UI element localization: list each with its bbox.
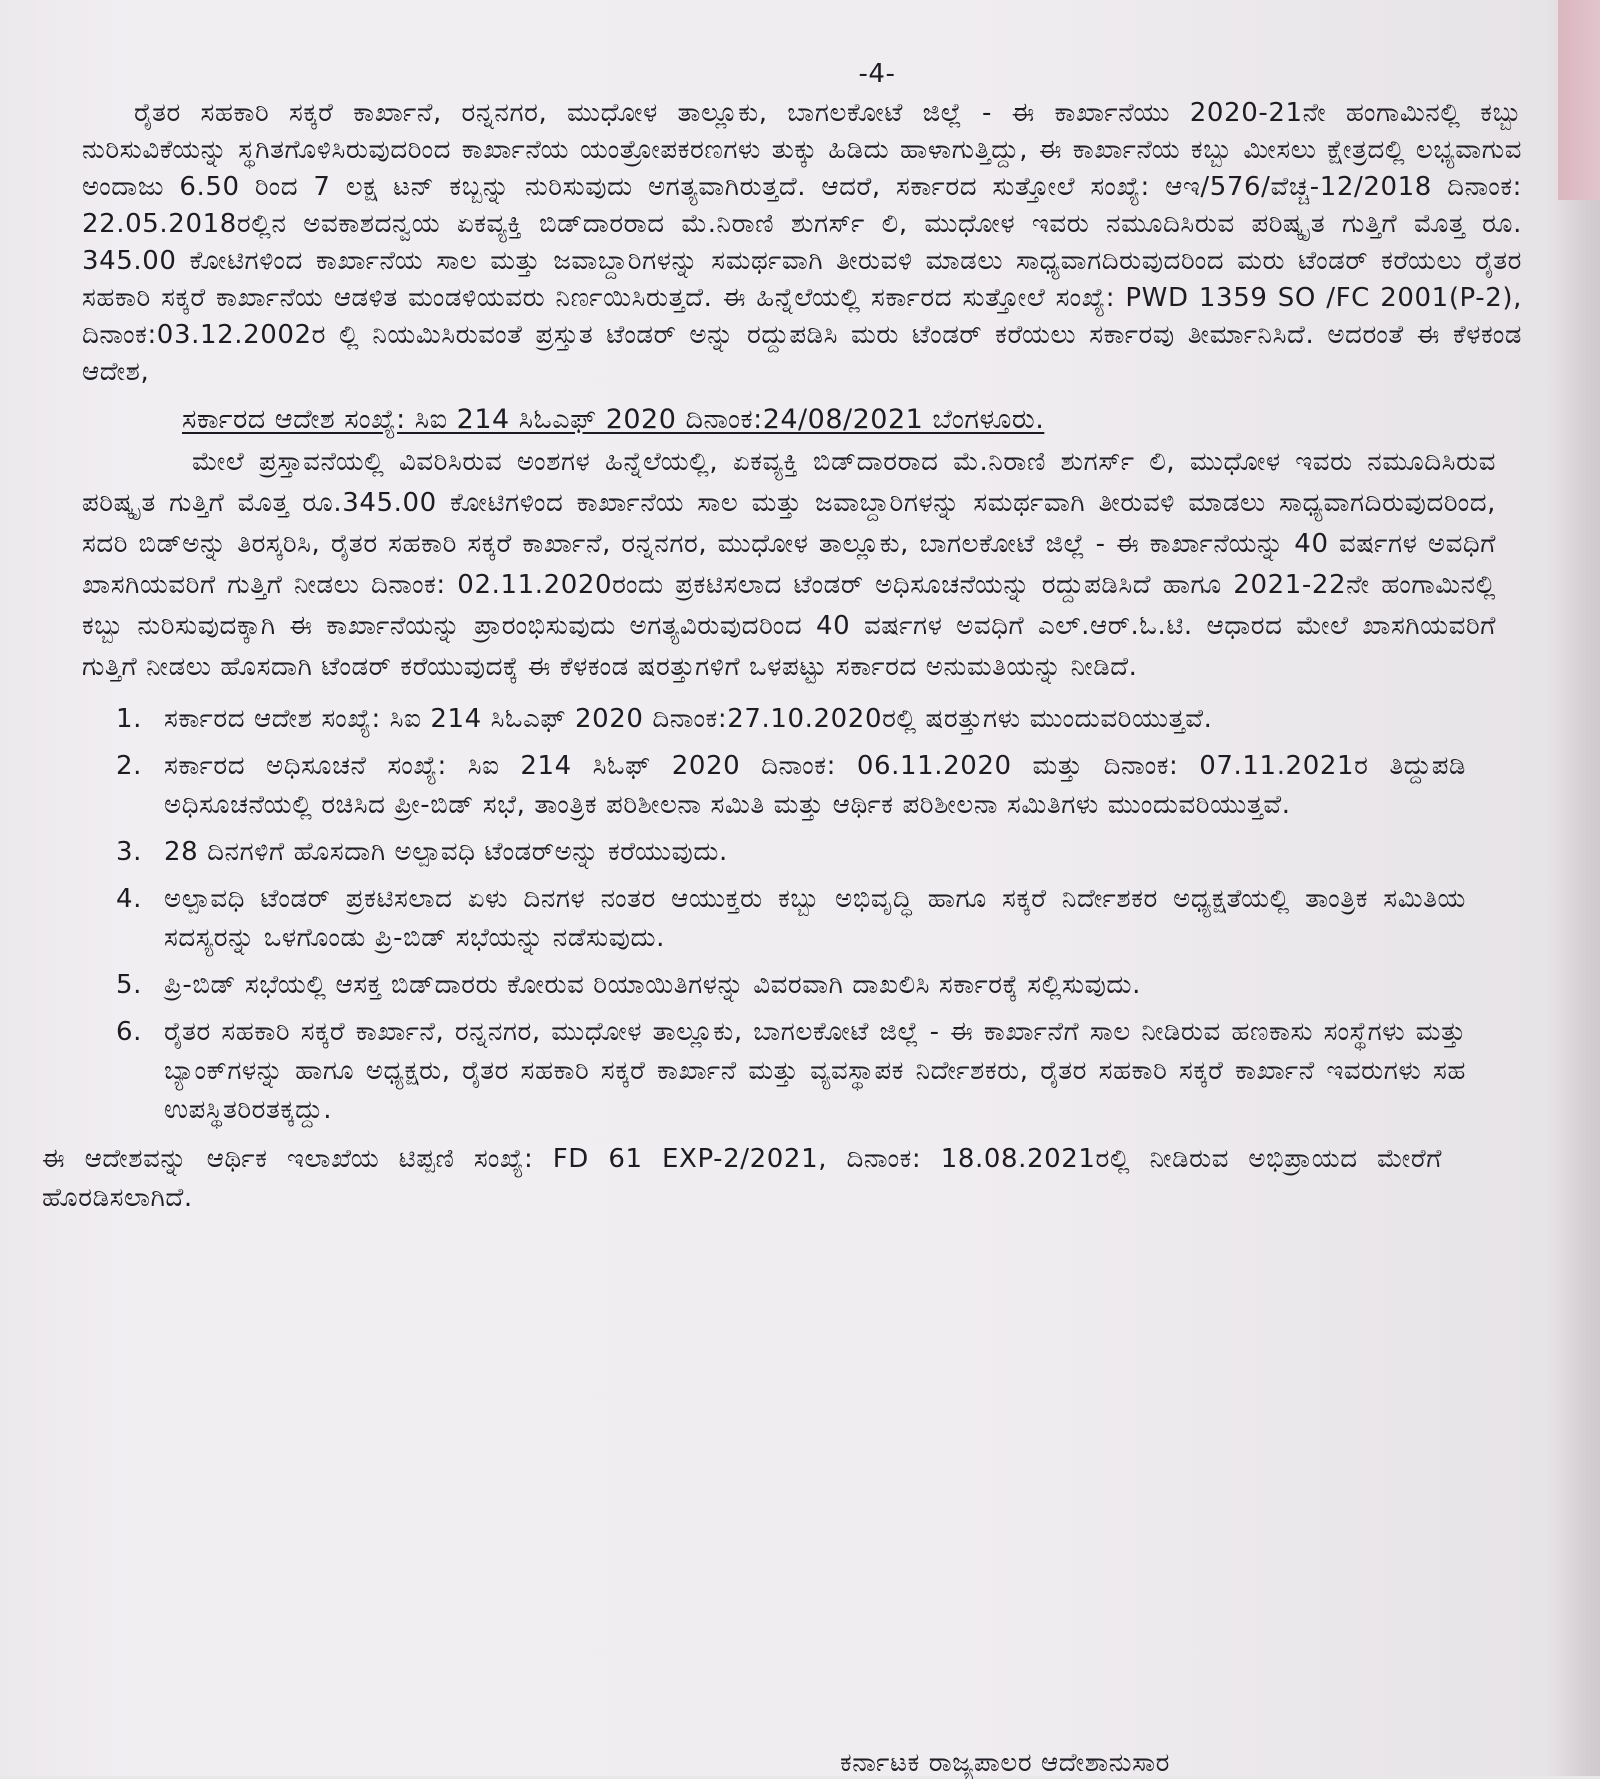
page-edge-shadow <box>1546 0 1600 1776</box>
signature-line: ಕರ್ನಾಟಕ ರಾಜ್ಯಪಾಲರ ಆದೇಶಾನುಸಾರ <box>840 1748 1171 1778</box>
condition-number: 5. <box>115 970 142 1000</box>
document-content <box>42 56 1522 1218</box>
condition-item <box>82 880 1522 958</box>
condition-number: 4. <box>115 884 142 914</box>
condition-text: ಸರ್ಕಾರದ ಆದೇಶ ಸಂಖ್ಯೆ: ಸಿಐ 214 ಸಿಓಎಫ್ 2020 ದಿನಾಂಕ:27.10.2020ರಲ್ಲಿ ಷರತ್ತುಗಳು ಮುಂದುವರಿಯುತ್ತವೆ. <box>164 704 1213 734</box>
condition-text: ಸರ್ಕಾರದ ಅಧಿಸೂಚನೆ ಸಂಖ್ಯೆ: ಸಿಐ 214 ಸಿಓಫ್ 2020 ದಿನಾಂಕ: 06.11.2020 ಮತ್ತು ದಿನಾಂಕ: 07.11.2021ರ ತಿದ್ದುಪಡಿ ಅಧಿಸೂಚನೆಯಲ್ಲಿ ರಚಿಸಿದ ಪ್ರೀ-ಬಿಡ್ ಸಭೆ, ತಾಂತ್ರಿಕ ಪರಿಶೀಲನಾ ಸಮಿತಿ ಮತ್ತು ಆರ್ಥಿಕ ಪರಿಶೀಲನಾ ಸಮಿತಿಗಳು ಮುಂದುವರಿಯುತ್ತವೆ. <box>164 751 1466 820</box>
condition-number: 3. <box>115 837 142 867</box>
condition-text: ಅಲ್ಪಾವಧಿ ಟೆಂಡರ್ ಪ್ರಕಟಿಸಲಾದ ಏಳು ದಿನಗಳ ನಂತರ ಆಯುಕ್ತರು ಕಬ್ಬು ಅಭಿವೃದ್ಧಿ ಹಾಗೂ ಸಕ್ಕರೆ ನಿರ್ದೇಶಕರ ಅಧ್ಯಕ್ಷತೆಯಲ್ಲಿ ತಾಂತ್ರಿಕ ಸಮಿತಿಯ ಸದಸ್ಯರನ್ನು ಒಳಗೊಂಡು ಪ್ರಿ-ಬಿಡ್ ಸಭೆಯನ್ನು ನಡೆಸುವುದು. <box>164 884 1466 953</box>
condition-text: ರೈತರ ಸಹಕಾರಿ ಸಕ್ಕರೆ ಕಾರ್ಖಾನೆ, ರನ್ನನಗರ, ಮುಧೋಳ ತಾಲ್ಲೂಕು, ಬಾಗಲಕೋಟೆ ಜಿಲ್ಲೆ - ಈ ಕಾರ್ಖಾನೆಗೆ ಸಾಲ ನೀಡಿರುವ ಹಣಕಾಸು ಸಂಸ್ಥೆಗಳು ಮತ್ತು ಬ್ಯಾಂಕ್‌ಗಳನ್ನು ಹಾಗೂ ಅಧ್ಯಕ್ಷರು, ರೈತರ ಸಹಕಾರಿ ಸಕ್ಕರೆ ಕಾರ್ಖಾನೆ ಮತ್ತು ವ್ಯವಸ್ಥಾಪಕ ನಿರ್ದೇಶಕರು, ರೈತರ ಸಹಕಾರಿ ಸಕ್ಕರೆ ಕಾರ್ಖಾನೆ ಇವರುಗಳು ಸಹ ಉಪಸ್ಥಿತರಿರತಕ್ಕದ್ದು. <box>164 1017 1466 1125</box>
condition-number: 2. <box>115 751 142 781</box>
conditions-list <box>82 700 1522 1130</box>
condition-item <box>82 700 1522 739</box>
closing-paragraph: ಈ ಆದೇಶವನ್ನು ಆರ್ಥಿಕ ಇಲಾಖೆಯ ಟಿಪ್ಪಣಿ ಸಂಖ್ಯೆ: FD 61 EXP-2/2021, ದಿನಾಂಕ: 18.08.2021ರಲ್ಲಿ ನೀಡಿರುವ ಅಭಿಪ್ರಾಯದ ಮೇರೆಗೆ ಹೊರಡಿಸಲಾಗಿದೆ. <box>42 1144 1442 1213</box>
condition-item <box>82 747 1522 825</box>
condition-item <box>82 1013 1522 1130</box>
condition-text: ಪ್ರಿ-ಬಿಡ್ ಸಭೆಯಲ್ಲಿ ಆಸಕ್ತ ಬಿಡ್‌ದಾರರು ಕೋರುವ ರಿಯಾಯಿತಿಗಳನ್ನು ವಿವರವಾಗಿ ದಾಖಲಿಸಿ ಸರ್ಕಾರಕ್ಕೆ ಸಲ್ಲಿಸುವುದು. <box>164 970 1141 1000</box>
condition-item <box>82 966 1522 1005</box>
page-edge-tab <box>1558 0 1600 200</box>
page-number: -4- <box>858 59 896 89</box>
condition-text: 28 ದಿನಗಳಿಗೆ ಹೊಸದಾಗಿ ಅಲ್ಪಾವಧಿ ಟೆಂಡರ್‌ಅನ್ನು ಕರೆಯುವುದು. <box>164 837 728 867</box>
condition-item <box>82 833 1522 872</box>
intro-paragraph: ರೈತರ ಸಹಕಾರಿ ಸಕ್ಕರೆ ಕಾರ್ಖಾನೆ, ರನ್ನನಗರ, ಮುಧೋಳ ತಾಲ್ಲೂಕು, ಬಾಗಲಕೋಟೆ ಜಿಲ್ಲೆ - ಈ ಕಾರ್ಖಾನೆಯು 2020-21ನೇ ಹಂಗಾಮಿನಲ್ಲಿ ಕಬ್ಬು ನುರಿಸುವಿಕೆಯನ್ನು ಸ್ಥಗಿತಗೊಳಿಸಿರುವುದರಿಂದ ಕಾರ್ಖಾನೆಯ ಯಂತ್ರೋಪಕರಣಗಳು ತುಕ್ಕು ಹಿಡಿದು ಹಾಳಾಗುತ್ತಿದ್ದು, ಈ ಕಾರ್ಖಾನೆಯ ಕಬ್ಬು ಮೀಸಲು ಕ್ಷೇತ್ರದಲ್ಲಿ ಲಭ್ಯವಾಗುವ ಅಂದಾಜು 6.50 ರಿಂದ 7 ಲಕ್ಷ ಟನ್ ಕಬ್ಬನ್ನು ನುರಿಸುವುದು ಅಗತ್ಯವಾಗಿರುತ್ತದೆ. ಆದರೆ, ಸರ್ಕಾರದ ಸುತ್ತೋಲೆ ಸಂಖ್ಯೆ: ಆಇ/576/ವೆಚ್ಚ-12/2018 ದಿನಾಂಕ: 22.05.2018ರಲ್ಲಿನ ಅವಕಾಶದನ್ವಯ ಏಕವ್ಯಕ್ತಿ ಬಿಡ್‌ದಾರರಾದ ಮೆ.ನಿರಾಣಿ ಶುಗರ್ಸ್ ಲಿ, ಮುಧೋಳ ಇವರು ನಮೂದಿಸಿರುವ ಪರಿಷ್ಕೃತ ಗುತ್ತಿಗೆ ಮೊತ್ತ ರೂ. 345.00 ಕೋಟಿಗಳಿಂದ ಕಾರ್ಖಾನೆಯ ಸಾಲ ಮತ್ತು ಜವಾಬ್ದಾರಿಗಳನ್ನು ಸಮರ್ಥವಾಗಿ ತೀರುವಳಿ ಮಾಡಲು ಸಾಧ್ಯವಾಗದಿರುವುದರಿಂದ ಮರು ಟೆಂಡರ್ ಕರೆಯಲು ರೈತರ ಸಹಕಾರಿ ಸಕ್ಕರೆ ಕಾರ್ಖಾನೆಯ ಆಡಳಿತ ಮಂಡಳಿಯವರು ನಿರ್ಣಯಿಸಿರುತ್ತದೆ. ಈ ಹಿನ್ನೆಲೆಯಲ್ಲಿ ಸರ್ಕಾರದ ಸುತ್ತೋಲೆ ಸಂಖ್ಯೆ: PWD 1359 SO /FC 2001(P-2), ದಿನಾಂಕ:03.12.2002ರ ಲ್ಲಿ ನಿಯಮಿಸಿರುವಂತೆ ಪ್ರಸ್ತುತ ಟೆಂಡರ್ ಅನ್ನು ರದ್ದುಪಡಿಸಿ ಮರು ಟೆಂಡರ್ ಕರೆಯಲು ಸರ್ಕಾರವು ತೀರ್ಮಾನಿಸಿದೆ. ಅದರಂತೆ ಈ ಕೆಳಕಂಡ ಆದೇಶ, <box>82 98 1522 387</box>
order-heading: ಸರ್ಕಾರದ ಆದೇಶ ಸಂಖ್ಯೆ: ಸಿಐ 214 ಸಿಓಎಫ್ 2020 ದಿನಾಂಕ:24/08/2021 ಬೆಂಗಳೂರು. <box>182 404 1045 435</box>
order-body-paragraph: ಮೇಲೆ ಪ್ರಸ್ತಾವನೆಯಲ್ಲಿ ವಿವರಿಸಿರುವ ಅಂಶಗಳ ಹಿನ್ನೆಲೆಯಲ್ಲಿ, ಏಕವ್ಯಕ್ತಿ ಬಿಡ್‌ದಾರರಾದ ಮೆ.ನಿರಾಣಿ ಶುಗರ್ಸ್ ಲಿ, ಮುಧೋಳ ಇವರು ನಮೂದಿಸಿರುವ ಪರಿಷ್ಕೃತ ಗುತ್ತಿಗೆ ಮೊತ್ತ ರೂ.345.00 ಕೋಟಿಗಳಿಂದ ಕಾರ್ಖಾನೆಯ ಸಾಲ ಮತ್ತು ಜವಾಬ್ದಾರಿಗಳನ್ನು ಸಮರ್ಥವಾಗಿ ತೀರುವಳಿ ಮಾಡಲು ಸಾಧ್ಯವಾಗದಿರುವುದರಿಂದ, ಸದರಿ ಬಿಡ್‌ಅನ್ನು ತಿರಸ್ಕರಿಸಿ, ರೈತರ ಸಹಕಾರಿ ಸಕ್ಕರೆ ಕಾರ್ಖಾನೆ, ರನ್ನನಗರ, ಮುಧೋಳ ತಾಲ್ಲೂಕು, ಬಾಗಲಕೋಟೆ ಜಿಲ್ಲೆ - ಈ ಕಾರ್ಖಾನೆಯನ್ನು 40 ವರ್ಷಗಳ ಅವಧಿಗೆ ಖಾಸಗಿಯವರಿಗೆ ಗುತ್ತಿಗೆ ನೀಡಲು ದಿನಾಂಕ: 02.11.2020ರಂದು ಪ್ರಕಟಿಸಲಾದ ಟೆಂಡರ್ ಅಧಿಸೂಚನೆಯನ್ನು ರದ್ದುಪಡಿಸಿದೆ ಹಾಗೂ 2021-22ನೇ ಹಂಗಾಮಿನಲ್ಲಿ ಕಬ್ಬು ನುರಿಸುವುದಕ್ಕಾಗಿ ಈ ಕಾರ್ಖಾನೆಯನ್ನು ಪ್ರಾರಂಭಿಸುವುದು ಅಗತ್ಯವಿರುವುದರಿಂದ 40 ವರ್ಷಗಳ ಅವಧಿಗೆ ಎಲ್.ಆರ್.ಓ.ಟಿ. ಆಧಾರದ ಮೇಲೆ ಖಾಸಗಿಯವರಿಗೆ ಗುತ್ತಿಗೆ ನೀಡಲು ಹೊಸದಾಗಿ ಟೆಂಡರ್ ಕರೆಯುವುದಕ್ಕೆ ಈ ಕೆಳಕಂಡ ಷರತ್ತುಗಳಿಗೆ ಒಳಪಟ್ಟು ಸರ್ಕಾರದ ಅನುಮತಿಯನ್ನು ನೀಡಿದೆ. <box>82 447 1496 682</box>
condition-number: 1. <box>115 704 142 734</box>
condition-number: 6. <box>115 1017 142 1047</box>
